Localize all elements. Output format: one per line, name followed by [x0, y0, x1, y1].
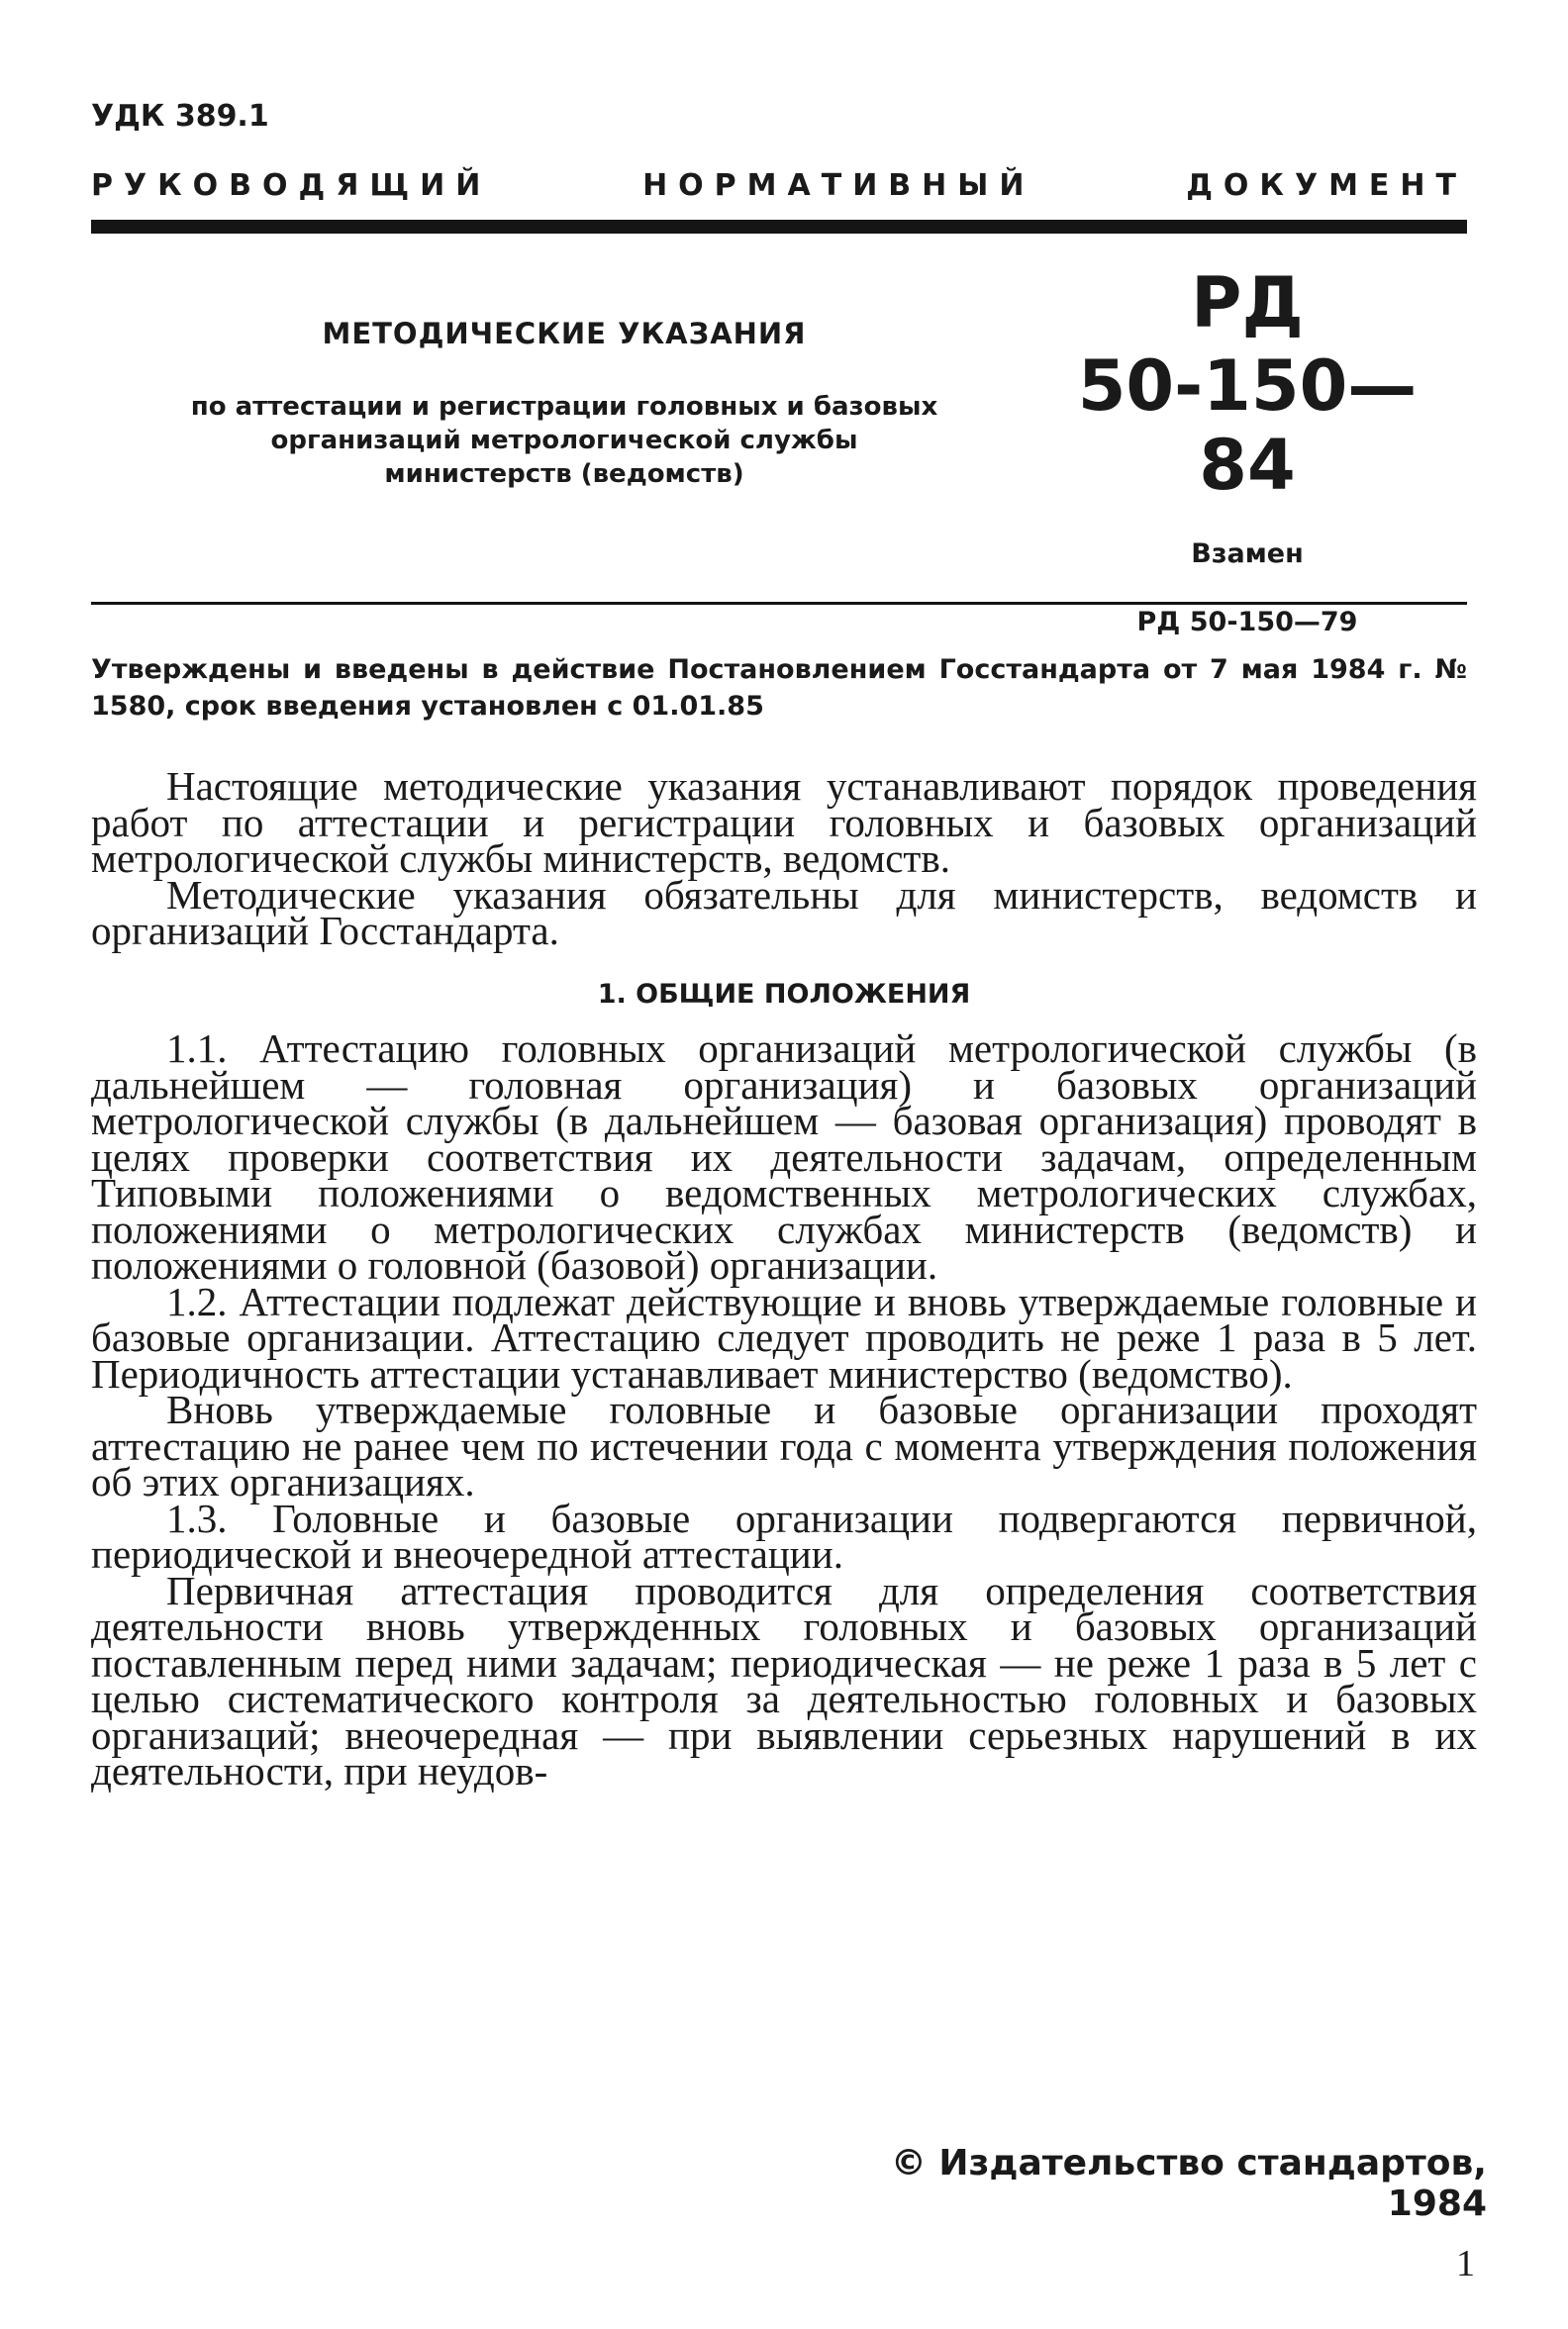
paragraph: Первичная аттестация проводится для определения соответствия деятельности вновь утвержденных головных и базовых организаций поставленным перед ними задачам; периодическая — не реже 1 раза в 5 лет с целью систематического контроля за деятельностью головных и базовых организаций; внеочередная — при выявлении серьезных нарушений в их деятельности, при неудов- [91, 1567, 1477, 1794]
subject-line: по аттестации и регистрации головных и базовых [190, 392, 938, 422]
body-text [91, 763, 1477, 1794]
paragraph: Методические указания обязательны для министерств, ведомств и организаций Госстандарта. [91, 871, 1477, 953]
title-block [119, 317, 1010, 491]
paragraph: Вновь утверждаемые головные и базовые организации проходят аттестацию не ранее чем по истечении года с момента утверждения положения об этих организациях. [91, 1387, 1477, 1504]
subject-line: организаций метрологической службы [270, 426, 858, 455]
series-word: РУКОВОДЯЩИЙ [91, 168, 492, 203]
replaced-document-code: РД 50-150—79 [1136, 607, 1358, 637]
code-prefix: РД [1191, 262, 1304, 343]
paragraph: 1.3. Головные и базовые организации подвергаются первичной, периодической и внеочередной аттестации. [91, 1495, 1477, 1577]
copyright-notice: © Издательство стандартов, 1984 [890, 2143, 1487, 2224]
document-subject [119, 390, 1010, 491]
page-number: 1 [1456, 2243, 1475, 2284]
series-word: НОРМАТИВНЫЙ [642, 168, 1035, 203]
subject-line: министерств (ведомств) [384, 459, 744, 489]
document-number: 50-150—84 [1077, 345, 1418, 506]
paragraph: 1.2. Аттестации подлежат действующие и вновь утверждаемые головные и базовые организации. Аттестацию следует проводить не реже 1 раза в 5 лет. Периодичность аттестации устанавливает министерство (ведомство). [91, 1278, 1477, 1397]
paragraph: Настоящие методические указания устанавливают порядок проведения работ по аттестации и регистрации головных и базовых организаций метрологической службы министерств, ведомств. [91, 763, 1477, 881]
paragraph: 1.1. Аттестацию головных организаций метрологической службы (в дальнейшем — головная организация) и базовых организаций метрологической службы (в дальнейшем — базовая организация) проводят в целях проверки соответствия их деятельности задачам, определенным Типовыми положениями о ведомственных метрологических службах, положениями о метрологических службах министерств (ведомств) и положениями о головной (базовой) организации. [91, 1025, 1477, 1288]
header-divider [91, 220, 1467, 234]
document-type: МЕТОДИЧЕСКИЕ УКАЗАНИЯ [322, 317, 807, 350]
document-code-block [1049, 262, 1445, 637]
udk-code: УДК 389.1 [91, 99, 269, 134]
title-divider [91, 602, 1467, 605]
document-series-header [91, 168, 1467, 203]
series-word: ДОКУМЕНТ [1186, 168, 1467, 203]
approval-note: Утверждены и введены в действие Постановлением Госстандарта от 7 мая 1984 г. № 1580, срок введения установлен с 01.01.85 [91, 654, 1467, 722]
section-heading: 1. ОБЩИЕ ПОЛОЖЕНИЯ [597, 978, 971, 1010]
replaces-label: Взамен [1191, 538, 1304, 569]
